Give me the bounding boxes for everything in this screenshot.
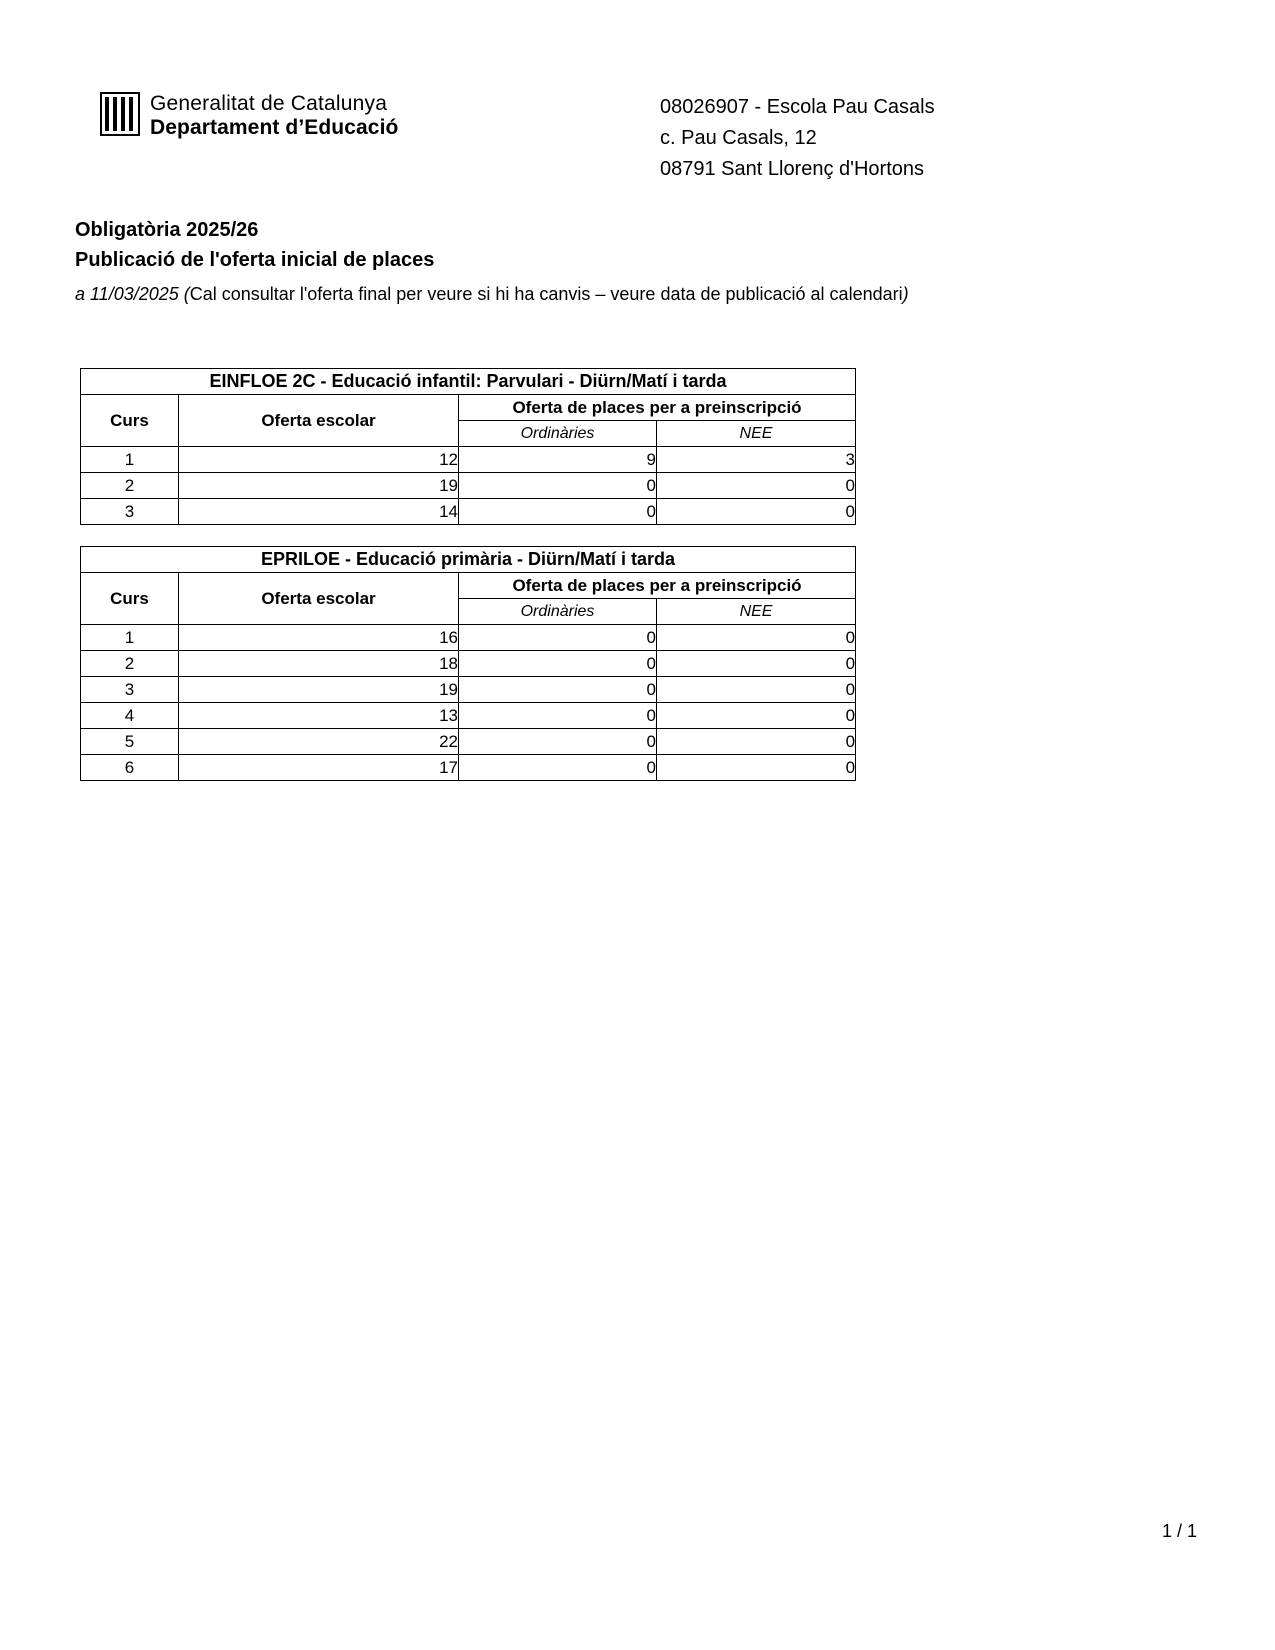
cell-ordinaries: 0: [459, 755, 657, 781]
header-oferta-escolar: Oferta escolar: [179, 395, 459, 447]
cell-nee: 0: [657, 755, 856, 781]
cell-nee: 0: [657, 651, 856, 677]
table-title: EPRILOE - Educació primària - Diürn/Matí i tarda: [81, 547, 856, 573]
generalitat-de-catalunya-shield-icon: [100, 92, 140, 136]
cell-curs: 6: [81, 755, 179, 781]
header-oferta-preinscripcio: Oferta de places per a preinscripció: [459, 395, 856, 421]
cell-curs: 5: [81, 729, 179, 755]
table-title-row: [81, 369, 856, 395]
cell-oferta-escolar: 14: [179, 499, 459, 525]
publication-note-text: Cal consultar l'oferta final per veure si hi ha canvis – veure data de publicació al calendari: [189, 284, 903, 304]
header-curs: Curs: [81, 395, 179, 447]
table-title-row: [81, 547, 856, 573]
page-subtitle: Publicació de l'oferta inicial de places: [75, 249, 435, 271]
logo-line-departament: Departament d’Educació: [150, 115, 399, 139]
table-educacio-infantil: [80, 368, 856, 525]
cell-oferta-escolar: 19: [179, 473, 459, 499]
cell-ordinaries: 0: [459, 677, 657, 703]
header-ordinaries: Ordinàries: [459, 421, 657, 447]
cell-nee: 0: [657, 625, 856, 651]
cell-curs: 3: [81, 677, 179, 703]
publication-note-date: a 11/03/2025 (: [75, 284, 190, 304]
cell-ordinaries: 0: [459, 473, 657, 499]
table-row: [81, 677, 856, 703]
generalitat-logo: [100, 92, 398, 139]
header-oferta-preinscripcio: Oferta de places per a preinscripció: [459, 573, 856, 599]
cell-oferta-escolar: 16: [179, 625, 459, 651]
publication-note-close: ): [902, 284, 909, 304]
header-oferta-escolar: Oferta escolar: [179, 573, 459, 625]
cell-ordinaries: 0: [459, 729, 657, 755]
header-nee: NEE: [657, 421, 856, 447]
cell-oferta-escolar: 19: [179, 677, 459, 703]
cell-curs: 4: [81, 703, 179, 729]
cell-curs: 1: [81, 625, 179, 651]
cell-oferta-escolar: 12: [179, 447, 459, 473]
logo-line-generalitat: Generalitat de Catalunya: [150, 92, 388, 115]
document-title-block: [75, 215, 909, 305]
school-address: c. Pau Casals, 12: [660, 127, 817, 149]
cell-nee: 0: [657, 677, 856, 703]
cell-oferta-escolar: 13: [179, 703, 459, 729]
page-number: 1 / 1: [1161, 1521, 1197, 1541]
cell-ordinaries: 0: [459, 499, 657, 525]
document-header: [0, 92, 1275, 182]
cell-ordinaries: 0: [459, 703, 657, 729]
school-city: 08791 Sant Llorenç d'Hortons: [660, 158, 924, 180]
cell-ordinaries: 0: [459, 651, 657, 677]
cell-oferta-escolar: 17: [179, 755, 459, 781]
cell-oferta-escolar: 18: [179, 651, 459, 677]
cell-curs: 2: [81, 473, 179, 499]
cell-nee: 0: [657, 499, 856, 525]
publication-note: [75, 284, 909, 305]
cell-nee: 3: [657, 447, 856, 473]
cell-nee: 0: [657, 473, 856, 499]
table-row: [81, 447, 856, 473]
table-row: [81, 755, 856, 781]
table-row: [81, 651, 856, 677]
table-row: [81, 625, 856, 651]
table-header-row: [81, 395, 856, 421]
table-header-row: [81, 573, 856, 599]
page-title: Obligatòria 2025/26: [75, 219, 259, 241]
header-ordinaries: Ordinàries: [459, 599, 657, 625]
header-curs: Curs: [81, 573, 179, 625]
cell-nee: 0: [657, 703, 856, 729]
school-info: [660, 92, 935, 185]
cell-curs: 3: [81, 499, 179, 525]
table-educacio-primaria: [80, 546, 856, 781]
cell-ordinaries: 0: [459, 625, 657, 651]
table-row: [81, 499, 856, 525]
header-nee: NEE: [657, 599, 856, 625]
table-row: [81, 703, 856, 729]
cell-oferta-escolar: 22: [179, 729, 459, 755]
logo-text: [150, 92, 398, 139]
table-title: EINFLOE 2C - Educació infantil: Parvulari - Diürn/Matí i tarda: [81, 369, 856, 395]
cell-curs: 1: [81, 447, 179, 473]
cell-ordinaries: 9: [459, 447, 657, 473]
school-name: 08026907 - Escola Pau Casals: [660, 96, 935, 118]
cell-nee: 0: [657, 729, 856, 755]
table-row: [81, 729, 856, 755]
table-row: [81, 473, 856, 499]
cell-curs: 2: [81, 651, 179, 677]
